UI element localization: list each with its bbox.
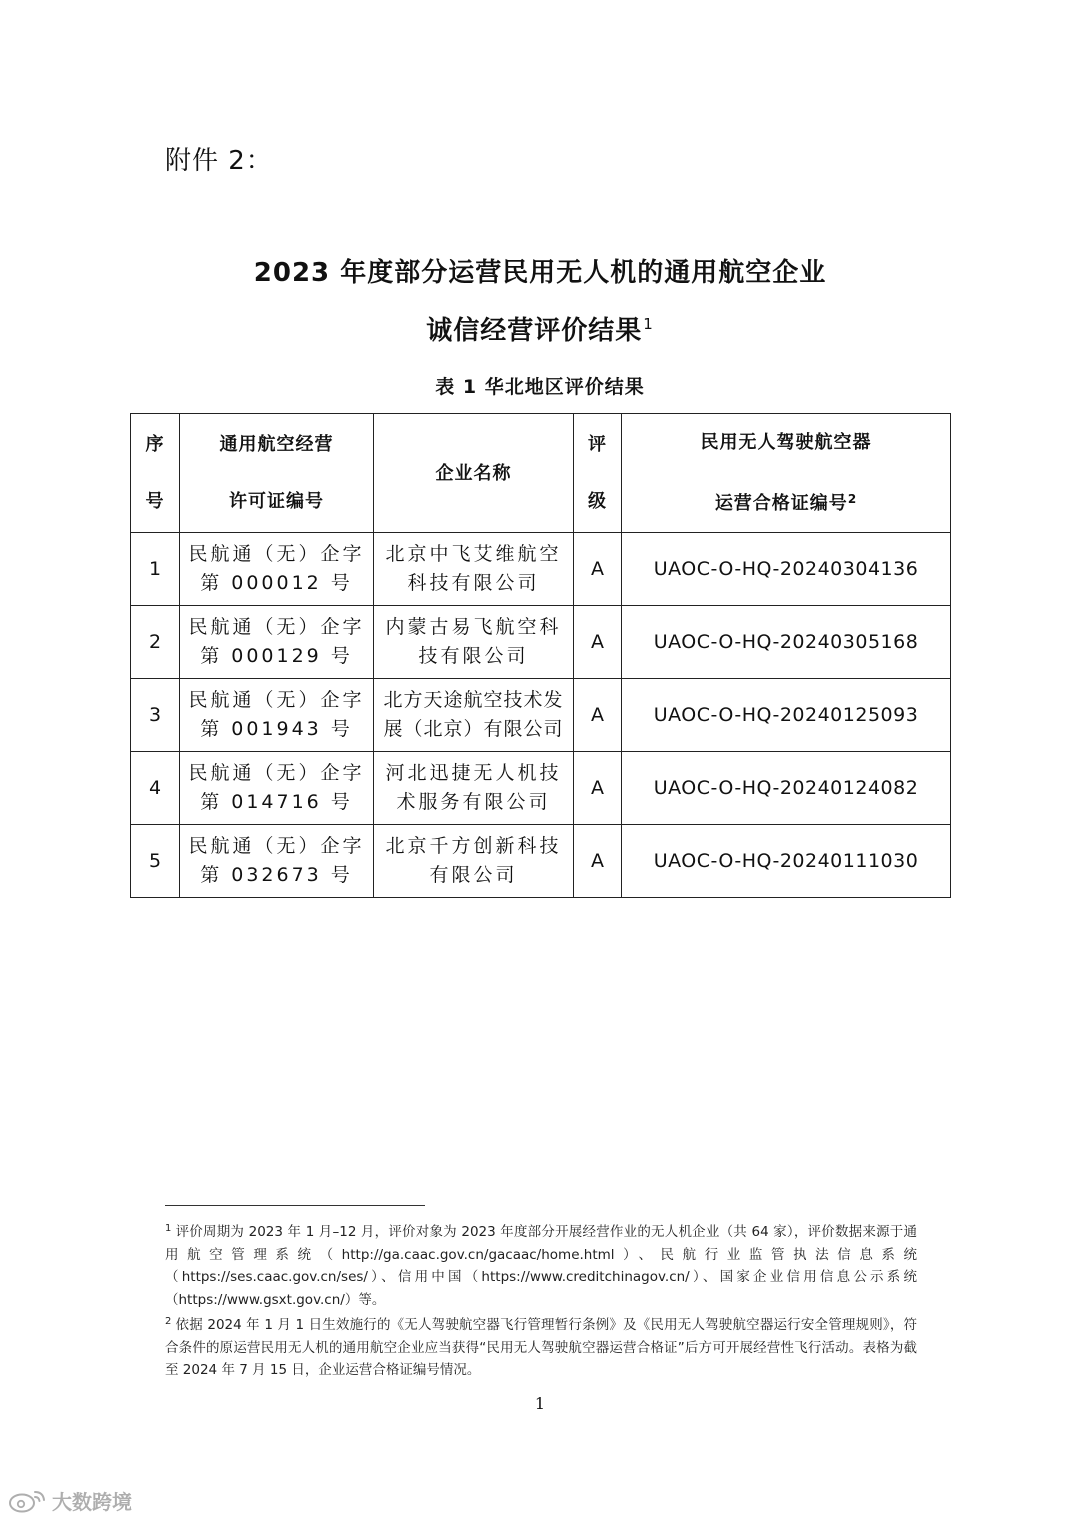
cell-seq: 3: [131, 679, 180, 752]
cell-cert: UAOC-O-HQ-20240111030: [622, 825, 951, 898]
page-number: 1: [534, 1394, 546, 1413]
footnotes: [165, 1218, 917, 1382]
table-row: [131, 752, 951, 825]
header-rating: 评 级: [574, 414, 622, 533]
cell-cert: UAOC-O-HQ-20240125093: [622, 679, 951, 752]
cell-license: 民航通（无）企字 第 000012 号: [180, 533, 374, 606]
header-license: 通用航空经营 许可证编号: [180, 414, 374, 533]
cell-seq: 5: [131, 825, 180, 898]
header-seq: 序 号: [131, 414, 180, 533]
cell-company: 北京中飞艾维航空 科技有限公司: [374, 533, 574, 606]
evaluation-table: [130, 413, 951, 898]
footnote-ref-1[interactable]: 1: [643, 315, 654, 333]
watermark: 大数跨境: [8, 1486, 132, 1515]
table-row: [131, 679, 951, 752]
cell-cert: UAOC-O-HQ-20240304136: [622, 533, 951, 606]
cell-rating: A: [574, 679, 622, 752]
footnote-2: $^2$ 依据 2024 年 1 月 1 日生效施行的《无人驾驶航空器飞行管理暂行条例》及《民用无人驾驶航空器运行安全管理规则》，符合条件的原运营民用无人机的通用航空企业应当获得“民用无人驾驶航空器运营合格证”后方可开展经营性飞行活动。表格为截至 2024 年 7 月 15 日，企业运营合格证编号情况。: [165, 1316, 917, 1378]
footnote-1: $^1$ 评价周期为 2023 年 1 月–12 月，评价对象为 2023 年度部分开展经营作业的无人机企业（共 64 家），评价数据来源于通用航空管理系统（http://ga.caac.gov.cn/gacaac/home.html）、民航行业监管执法信息系统（https://ses.caac.gov.cn/ses/）、信用中国（https://www.creditchinagov.cn/）、国家企业信用信息公示系统（https://www.gsxt.gov.cn/）等。: [165, 1223, 917, 1308]
cell-cert: UAOC-O-HQ-20240124082: [622, 752, 951, 825]
header-company: 企业名称: [374, 414, 574, 533]
header-cert: 民用无人驾驶航空器 运营合格证编号$^2$: [622, 414, 951, 533]
cell-rating: A: [574, 533, 622, 606]
table-caption: 表 1 华北地区评价结果: [435, 376, 645, 398]
table-row: [131, 533, 951, 606]
footnote-ref-2[interactable]: 2: [847, 492, 858, 506]
cell-cert: UAOC-O-HQ-20240305168: [622, 606, 951, 679]
cell-company: 内蒙古易飞航空科 技有限公司: [374, 606, 574, 679]
document-title-text: 诚信经营评价结果: [426, 316, 643, 346]
table-row: [131, 606, 951, 679]
cell-company: 北方天途航空技术发 展（北京）有限公司: [374, 679, 574, 752]
cell-license: 民航通（无）企字 第 000129 号: [180, 606, 374, 679]
cell-rating: A: [574, 606, 622, 679]
cell-license: 民航通（无）企字 第 014716 号: [180, 752, 374, 825]
cell-rating: A: [574, 825, 622, 898]
attachment-label: 附件 2：: [165, 146, 273, 176]
document-title-line2: [0, 310, 1080, 347]
cell-license: 民航通（无）企字 第 032673 号: [180, 825, 374, 898]
cell-license: 民航通（无）企字 第 001943 号: [180, 679, 374, 752]
table-row: [131, 825, 951, 898]
cell-seq: 2: [131, 606, 180, 679]
cell-rating: A: [574, 752, 622, 825]
weibo-logo-icon: [8, 1488, 48, 1514]
cell-company: 北京千方创新科技 有限公司: [374, 825, 574, 898]
document-title-line1: 2023 年度部分运营民用无人机的通用航空企业: [253, 258, 827, 288]
table-header-row: [131, 414, 951, 533]
cell-seq: 4: [131, 752, 180, 825]
footnote-divider: [165, 1205, 425, 1206]
cell-company: 河北迅捷无人机技 术服务有限公司: [374, 752, 574, 825]
cell-seq: 1: [131, 533, 180, 606]
